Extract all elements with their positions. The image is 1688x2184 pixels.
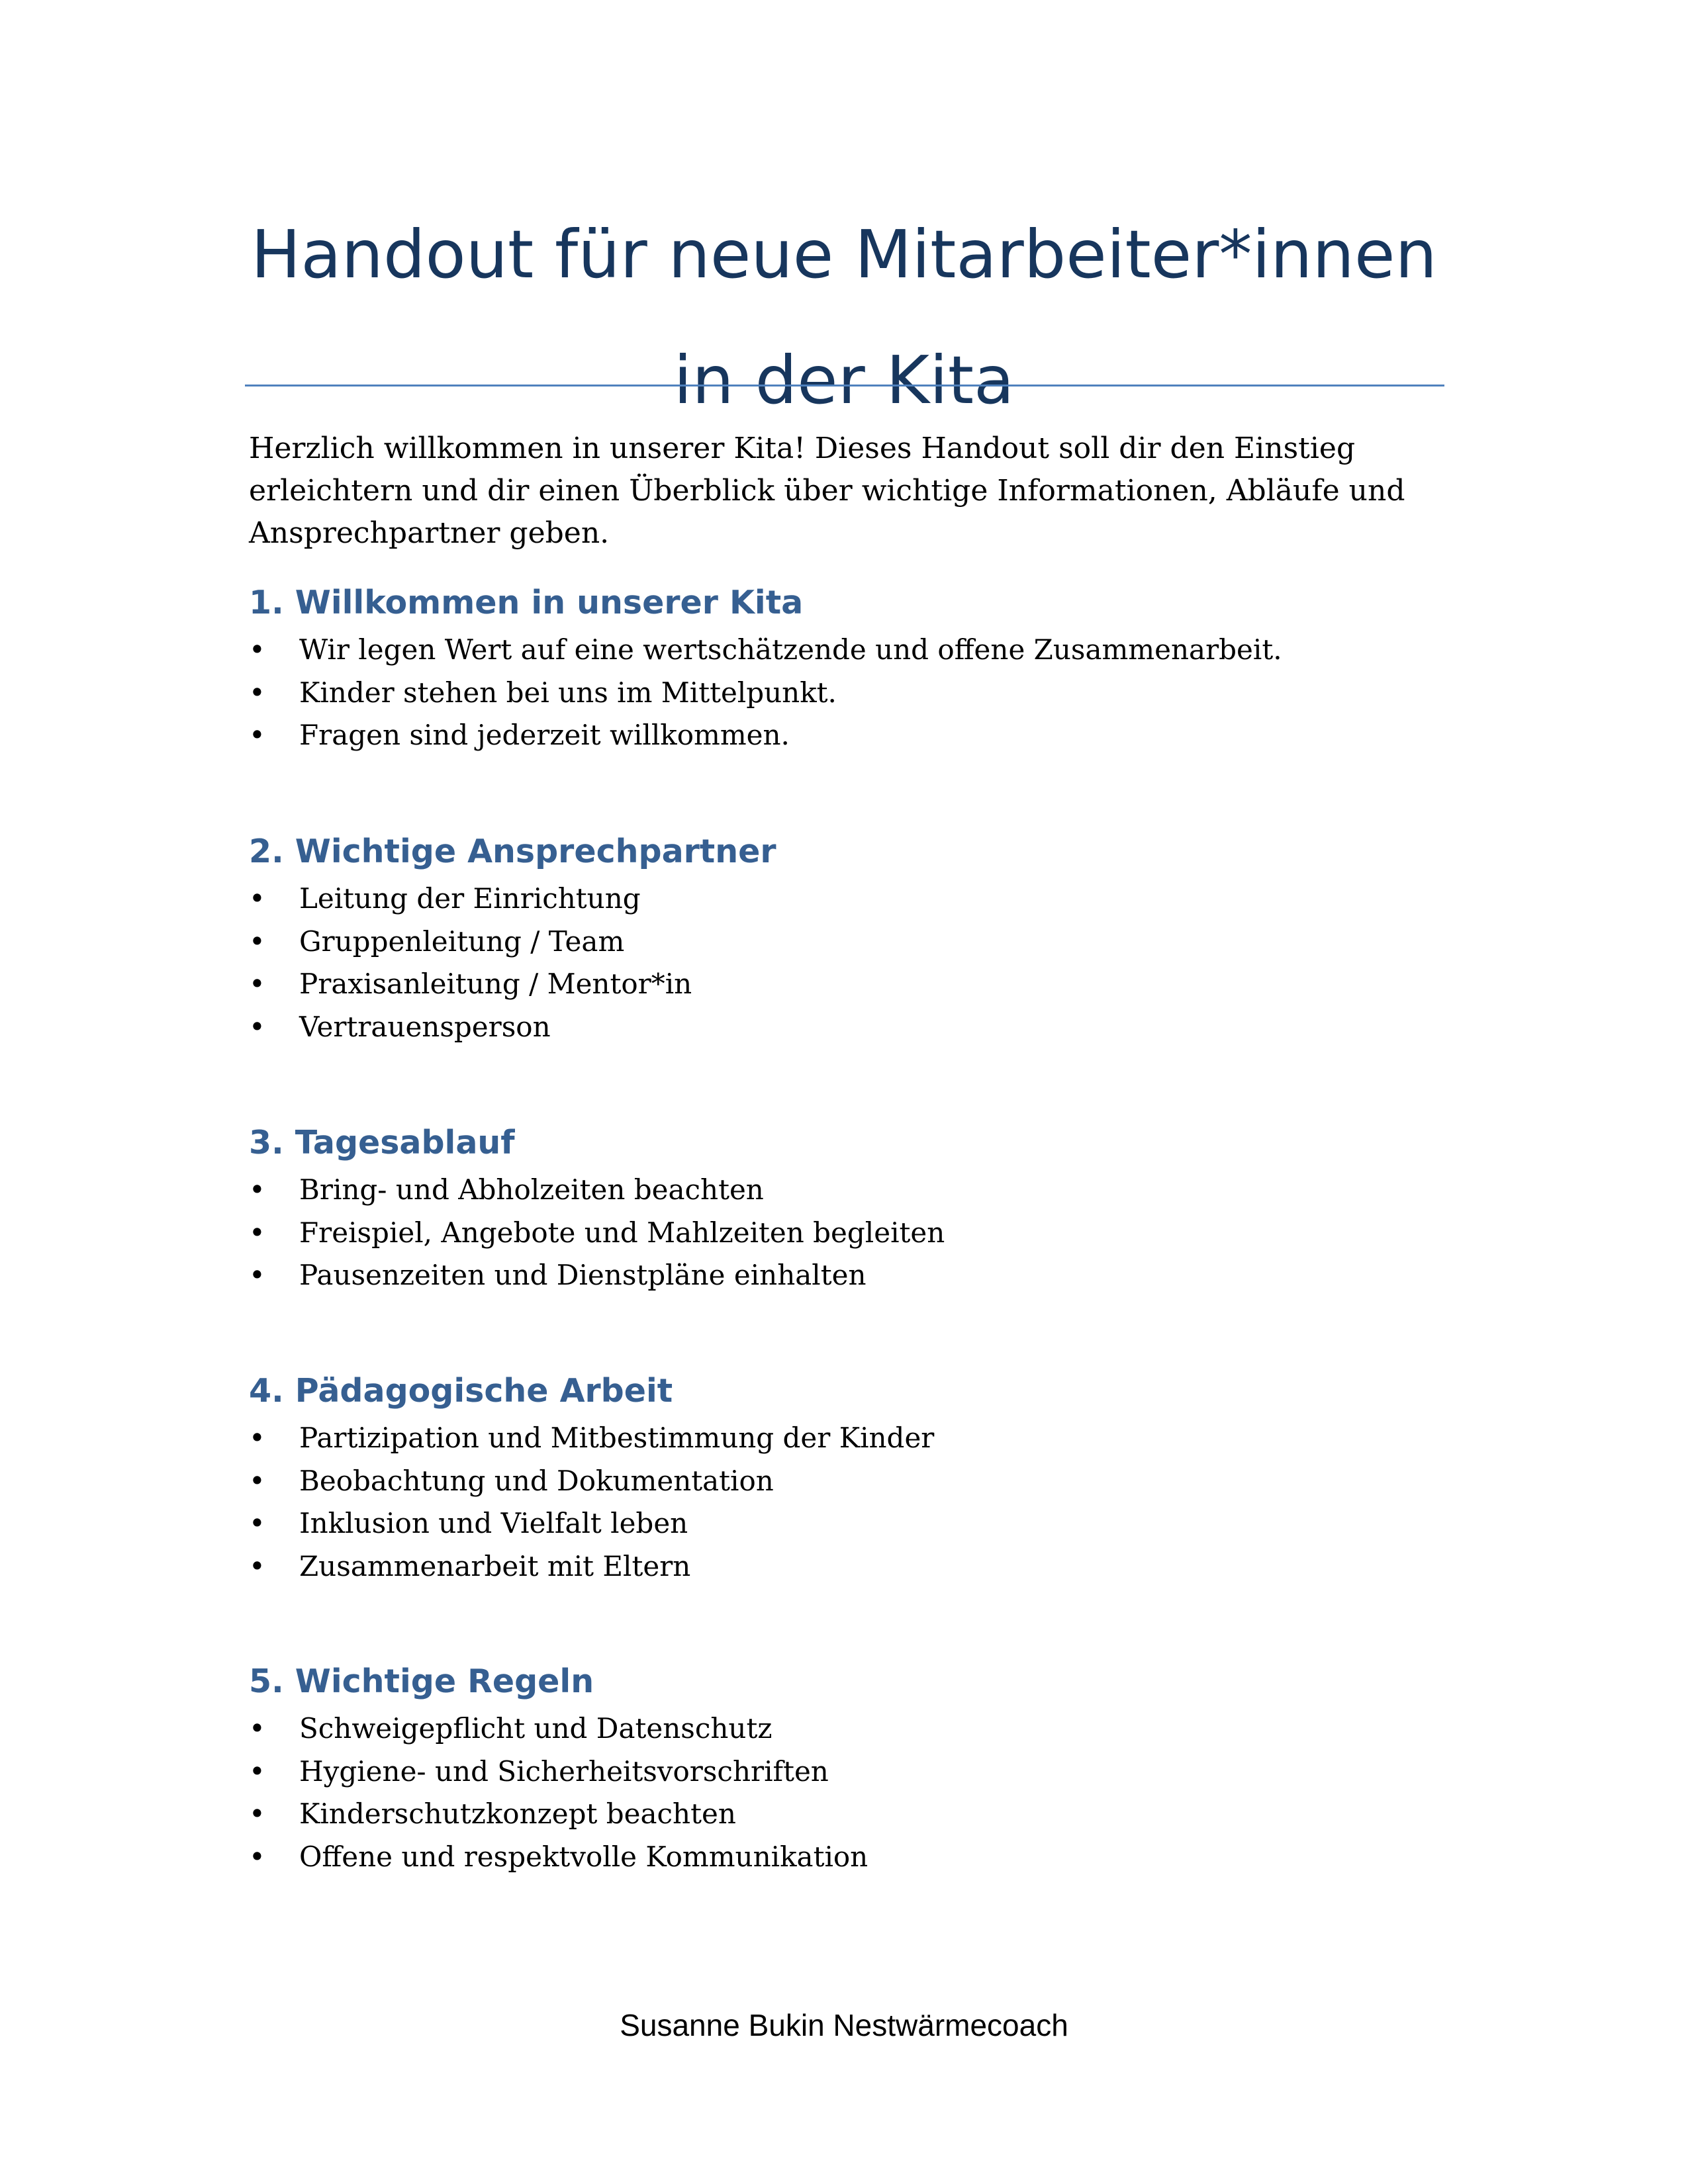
title-line-1: Handout für neue Mitarbeiter*innen bbox=[251, 216, 1437, 293]
intro-paragraph: Herzlich willkommen in unserer Kita! Dieses Handout soll dir den Einstieg erleichtern und dir einen Überblick über wichtige Informationen, Abläufe und Ansprechpartner geben. bbox=[249, 432, 1405, 550]
list-item bbox=[249, 714, 1440, 757]
bullet-icon: • bbox=[249, 1259, 265, 1291]
section-willkommen bbox=[249, 580, 1440, 757]
title-line-2: in der Kita bbox=[673, 341, 1015, 419]
list-item bbox=[249, 1836, 1440, 1879]
list-item bbox=[249, 1212, 1440, 1255]
list-item bbox=[249, 1751, 1440, 1794]
bullet-icon: • bbox=[249, 1797, 265, 1830]
list-item bbox=[249, 629, 1440, 672]
bullet-icon: • bbox=[249, 719, 265, 751]
list-item-text: Leitung der Einrichtung bbox=[299, 882, 641, 915]
section-heading: 2. Wichtige Ansprechpartner bbox=[249, 833, 776, 870]
bullet-icon: • bbox=[249, 1507, 265, 1539]
bullet-list bbox=[249, 629, 1440, 757]
bullet-icon: • bbox=[249, 676, 265, 709]
list-item bbox=[249, 878, 1440, 921]
list-item-text: Offene und respektvolle Kommunikation bbox=[299, 1840, 868, 1873]
title-divider bbox=[245, 385, 1444, 387]
list-item-text: Bring- und Abholzeiten beachten bbox=[299, 1173, 764, 1206]
section-regeln bbox=[249, 1659, 1440, 1878]
section-heading: 4. Pädagogische Arbeit bbox=[249, 1372, 673, 1410]
list-item bbox=[249, 1502, 1440, 1545]
bullet-list bbox=[249, 1169, 1440, 1297]
bullet-icon: • bbox=[249, 633, 265, 666]
section-heading: 3. Tagesablauf bbox=[249, 1124, 515, 1161]
bullet-icon: • bbox=[249, 1840, 265, 1873]
list-item bbox=[249, 963, 1440, 1006]
list-item bbox=[249, 672, 1440, 715]
list-item bbox=[249, 1793, 1440, 1836]
list-item-text: Kinder stehen bei uns im Mittelpunkt. bbox=[299, 676, 837, 709]
list-item bbox=[249, 1169, 1440, 1212]
bullet-icon: • bbox=[249, 1712, 265, 1745]
section-heading: 5. Wichtige Regeln bbox=[249, 1662, 594, 1700]
list-item-text: Hygiene- und Sicherheitsvorschriften bbox=[299, 1754, 829, 1788]
bullet-icon: • bbox=[249, 1422, 265, 1454]
section-ansprechpartner bbox=[249, 829, 1440, 1048]
list-item bbox=[249, 1417, 1440, 1460]
list-item-text: Vertrauensperson bbox=[299, 1010, 551, 1043]
bullet-icon: • bbox=[249, 1754, 265, 1788]
section-heading: 1. Willkommen in unserer Kita bbox=[249, 584, 804, 621]
bullet-icon: • bbox=[249, 1216, 265, 1249]
bullet-list bbox=[249, 1707, 1440, 1878]
bullet-icon: • bbox=[249, 1173, 265, 1206]
list-item bbox=[249, 1545, 1440, 1588]
list-item-text: Pausenzeiten und Dienstpläne einhalten bbox=[299, 1259, 867, 1291]
list-item-text: Praxisanleitung / Mentor*in bbox=[299, 968, 692, 1000]
list-item-text: Zusammenarbeit mit Eltern bbox=[299, 1549, 691, 1582]
list-item-text: Freispiel, Angebote und Mahlzeiten begleiten bbox=[299, 1216, 945, 1249]
list-item-text: Kinderschutzkonzept beachten bbox=[299, 1797, 736, 1830]
list-item-text: Partizipation und Mitbestimmung der Kinder bbox=[299, 1422, 935, 1454]
list-item-text: Inklusion und Vielfalt leben bbox=[299, 1507, 688, 1539]
list-item bbox=[249, 1254, 1440, 1297]
list-item-text: Schweigepflicht und Datenschutz bbox=[299, 1712, 773, 1745]
list-item bbox=[249, 1006, 1440, 1049]
list-item-text: Wir legen Wert auf eine wertschätzende und offene Zusammenarbeit. bbox=[299, 633, 1282, 666]
bullet-icon: • bbox=[249, 1549, 265, 1582]
bullet-icon: • bbox=[249, 925, 265, 958]
bullet-list bbox=[249, 878, 1440, 1048]
list-item-text: Gruppenleitung / Team bbox=[299, 925, 625, 958]
section-tagesablauf bbox=[249, 1120, 1440, 1297]
list-item-text: Beobachtung und Dokumentation bbox=[299, 1464, 774, 1497]
page-title bbox=[245, 192, 1443, 443]
bullet-icon: • bbox=[249, 1010, 265, 1043]
bullet-icon: • bbox=[249, 968, 265, 1000]
list-item bbox=[249, 1460, 1440, 1503]
list-item bbox=[249, 1707, 1440, 1751]
footer-signature: Susanne Bukin Nestwärmecoach bbox=[620, 2008, 1068, 2042]
bullet-list bbox=[249, 1417, 1440, 1588]
list-item-text: Fragen sind jederzeit willkommen. bbox=[299, 719, 790, 751]
list-item bbox=[249, 921, 1440, 964]
bullet-icon: • bbox=[249, 1464, 265, 1497]
section-paedagogische-arbeit bbox=[249, 1368, 1440, 1588]
bullet-icon: • bbox=[249, 882, 265, 915]
